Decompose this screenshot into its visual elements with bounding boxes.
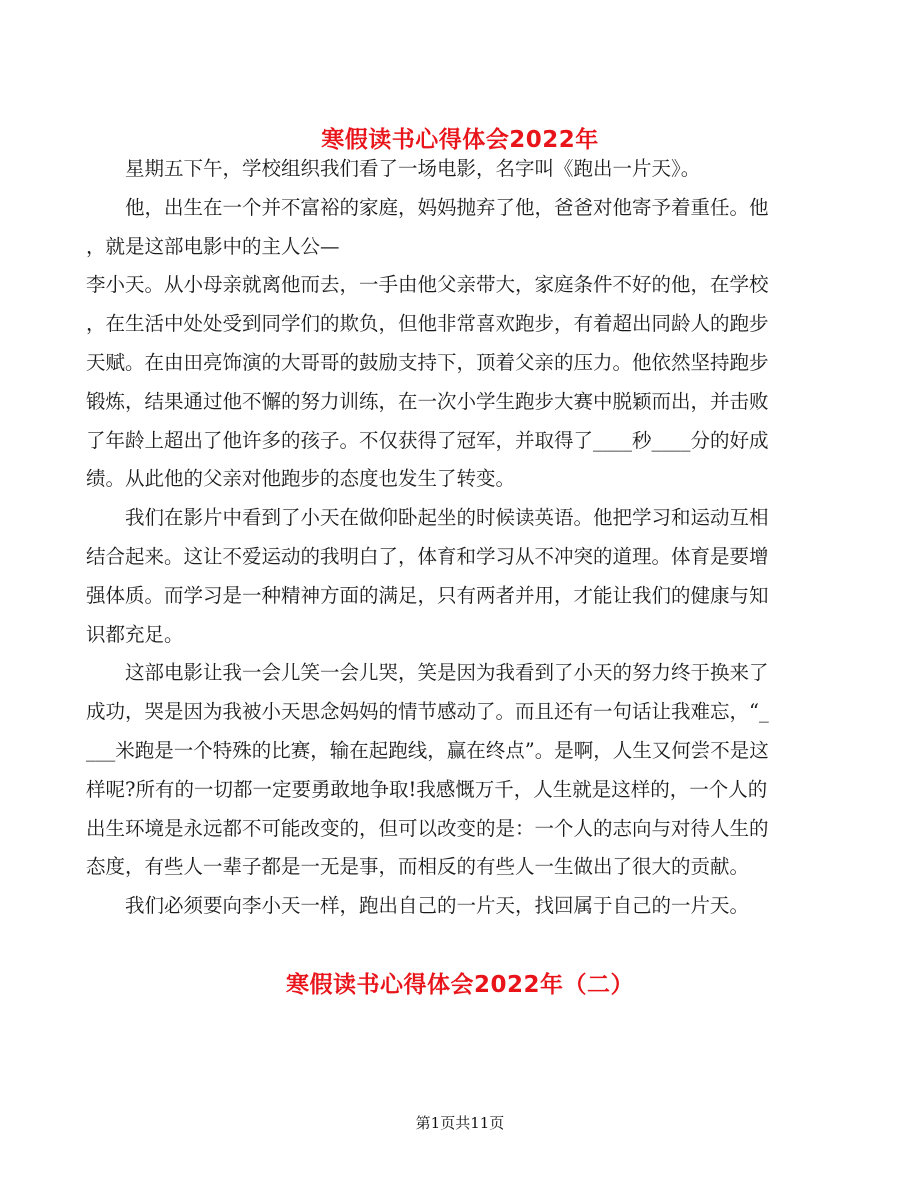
paragraph-line: ，在生活中处处受到同学们的欺负，但他非常喜欢跑步，有着超出同龄人的跑步 xyxy=(86,312,769,336)
paragraph-line: 成功，哭是因为我被小天思念妈妈的情节感动了。而且还有一句话让我难忘，“_ xyxy=(86,700,769,724)
paragraph-line: 李小天。从小母亲就离他而去，一手由他父亲带大，家庭条件不好的他，在学校 xyxy=(86,273,769,297)
paragraph-line: 结合起来。这让不爱运动的我明白了，体育和学习从不冲突的道理。体育是要增 xyxy=(86,544,769,568)
paragraph-line: 了年龄上超出了他许多的孩子。不仅获得了冠军，并取得了____秒____分的好成 xyxy=(86,428,769,452)
page-number: 第1页共11页 xyxy=(415,1114,505,1132)
section-title: 寒假读书心得体会2022年（二） xyxy=(285,972,634,999)
paragraph-line: 锻炼，结果通过他不懈的努力训练，在一次小学生跑步大赛中脱颖而出，并击败 xyxy=(86,389,769,413)
paragraph-line: 绩。从此他的父亲对他跑步的态度也发生了转变。 xyxy=(86,467,516,491)
paragraph-line: 出生环境是永远都不可能改变的，但可以改变的是：一个人的志向与对待人生的 xyxy=(86,816,769,840)
paragraph-line: 态度，有些人一辈子都是一无是事，而相反的有些人一生做出了很大的贡献。 xyxy=(86,855,750,879)
paragraph-line: ，就是这部电影中的主人公— xyxy=(86,234,340,258)
paragraph-line: 天赋。在由田亮饰演的大哥哥的鼓励支持下，顶着父亲的压力。他依然坚持跑步 xyxy=(86,350,769,374)
paragraph-line: 这部电影让我一会儿笑一会儿哭，笑是因为我看到了小天的努力终于换来了 xyxy=(125,661,769,685)
document-body xyxy=(86,150,834,926)
paragraph-line: 强体质。而学习是一种精神方面的满足，只有两者并用，才能让我们的健康与知 xyxy=(86,583,769,607)
paragraph-line: 他，出生在一个并不富裕的家庭，妈妈抛弃了他，爸爸对他寄予着重任。他 xyxy=(125,195,769,219)
paragraph-line: 星期五下午，学校组织我们看了一场电影，名字叫《跑出一片天》。 xyxy=(125,157,701,180)
paragraph-line: 我们必须要向李小天一样，跑出自己的一片天，找回属于自己的一片天。 xyxy=(125,894,750,918)
paragraph-line: 识都充足。 xyxy=(86,622,184,646)
document-title: 寒假读书心得体会2022年 xyxy=(321,127,599,154)
paragraph-line: ___米跑是一个特殊的比赛，输在起跑线，赢在终点”。是啊，人生又何尝不是这 xyxy=(86,738,769,762)
paragraph-line: 样呢?所有的一切都一定要勇敢地争取!我感慨万千，人生就是这样的，一个人的 xyxy=(86,777,768,801)
paragraph-line: 我们在影片中看到了小天在做仰卧起坐的时候读英语。他把学习和运动互相 xyxy=(125,506,769,530)
